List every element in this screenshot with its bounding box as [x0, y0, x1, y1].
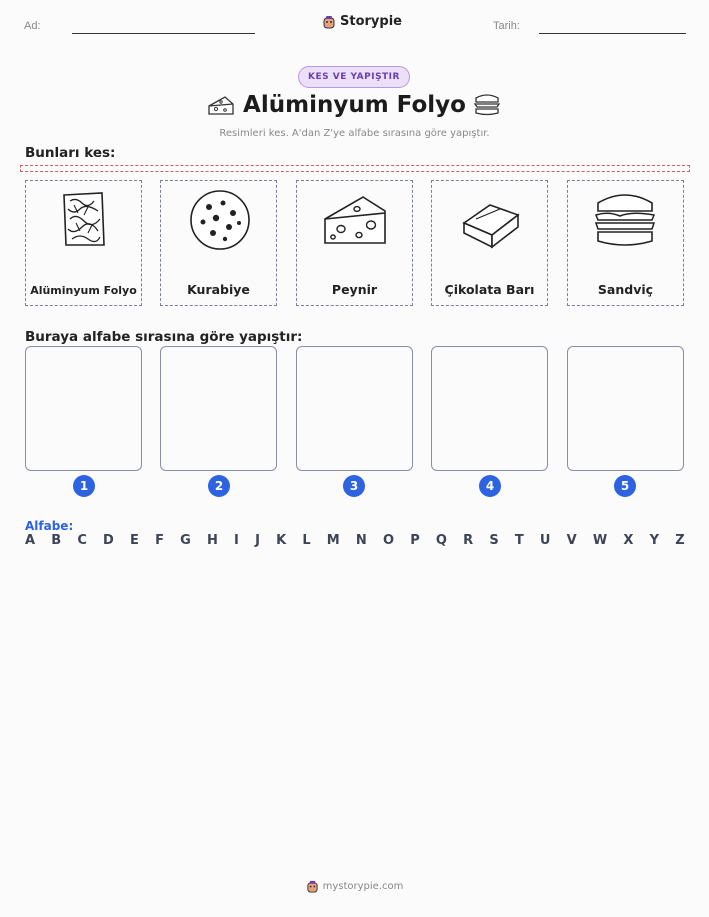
card-label: Sandviç [597, 282, 654, 297]
alphabet-row [25, 533, 685, 548]
paste-slot-4[interactable] [431, 346, 548, 471]
alphabet-letter: U [539, 533, 551, 548]
paste-section-label: Buraya alfabe sırasına göre yapıştır: [25, 329, 303, 345]
alphabet-letter: B [51, 533, 62, 548]
paste-slot-2[interactable] [160, 346, 277, 471]
sandwich-icon [472, 92, 502, 118]
cutout-card-aluminum-foil[interactable] [25, 180, 142, 306]
alphabet-label: Alfabe: [25, 519, 74, 533]
alphabet-letter: V [566, 533, 577, 548]
alphabet-letter: S [489, 533, 499, 548]
footer [0, 880, 709, 893]
alphabet-letter: N [355, 533, 367, 548]
alphabet-letter: M [326, 533, 340, 548]
alphabet-letter: A [25, 533, 36, 548]
cheese-icon [323, 189, 387, 251]
alphabet-letter: C [77, 533, 87, 548]
alphabet-letter: I [234, 533, 239, 548]
chocolate-bar-icon [460, 189, 522, 251]
instructions: Resimleri kes. A'dan Z'ye alfabe sırasına göre yapıştır. [219, 128, 490, 139]
date-line[interactable] [539, 33, 686, 34]
cut-section-label: Bunları kes: [25, 145, 116, 161]
storypie-mascot-icon [322, 15, 336, 29]
activity-badge: KES VE YAPIŞTIR [298, 66, 410, 88]
alphabet-letter: Z [675, 533, 685, 548]
alphabet-letter: D [103, 533, 114, 548]
cutout-card-sandwich[interactable] [567, 180, 684, 306]
cut-line [20, 165, 690, 172]
card-label: Kurabiye [187, 282, 250, 297]
slot-number-4: 4 [479, 475, 501, 497]
alphabet-letter: H [206, 533, 218, 548]
slot-number-3: 3 [343, 475, 365, 497]
cutout-card-cookie[interactable] [160, 180, 277, 306]
card-label: Peynir [331, 282, 378, 297]
brand-name: Storypie [340, 14, 402, 29]
alphabet-letter: P [410, 533, 420, 548]
name-label: Ad: [24, 20, 41, 32]
slot-number-1: 1 [73, 475, 95, 497]
slot-number-5: 5 [614, 475, 636, 497]
cutout-card-cheese[interactable] [296, 180, 413, 306]
name-line[interactable] [72, 33, 255, 34]
aluminum-foil-icon [54, 189, 114, 249]
date-label: Tarih: [493, 20, 520, 32]
alphabet-letter: F [155, 533, 164, 548]
alphabet-letter: T [514, 533, 524, 548]
alphabet-letter: K [276, 533, 287, 548]
footer-url[interactable]: mystorypie.com [322, 881, 404, 892]
alphabet-letter: E [130, 533, 139, 548]
card-label: Çikolata Barı [444, 282, 535, 297]
paste-slot-1[interactable] [25, 346, 142, 471]
brand-logo [322, 14, 402, 29]
alphabet-letter: O [382, 533, 395, 548]
alphabet-letter: R [463, 533, 474, 548]
page-title: Alüminyum Folyo [243, 92, 466, 118]
cookie-icon [189, 189, 251, 251]
alphabet-letter: G [180, 533, 191, 548]
alphabet-letter: L [302, 533, 311, 548]
alphabet-letter: Y [649, 533, 660, 548]
paste-slot-5[interactable] [567, 346, 684, 471]
alphabet-letter: Q [435, 533, 447, 548]
card-label: Alüminyum Folyo [30, 284, 137, 297]
sandwich-icon [592, 189, 658, 251]
alphabet-letter: J [255, 533, 260, 548]
storypie-mascot-icon [306, 880, 319, 893]
cutout-card-chocolate-bar[interactable] [431, 180, 548, 306]
alphabet-letter: W [592, 533, 608, 548]
paste-slot-3[interactable] [296, 346, 413, 471]
alphabet-letter: X [623, 533, 634, 548]
slot-number-2: 2 [208, 475, 230, 497]
